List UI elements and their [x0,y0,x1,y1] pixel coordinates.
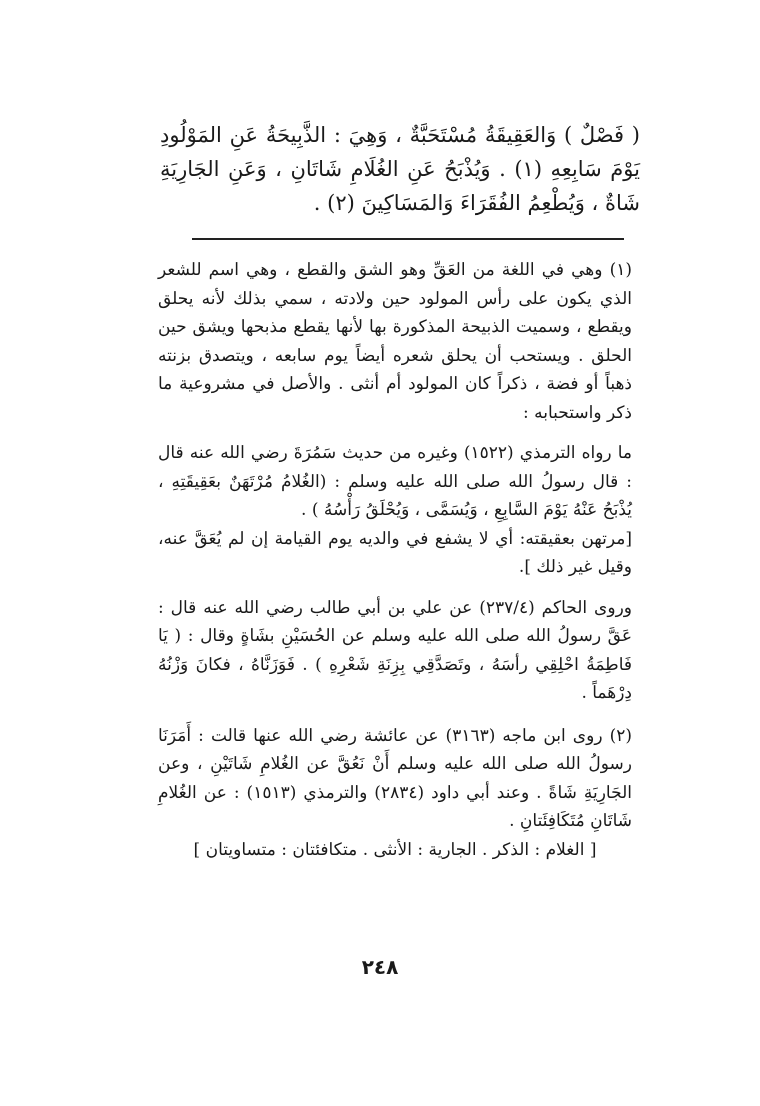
footnote-divider [192,238,624,240]
footnote-1-hadith-tirmidhi: ما رواه الترمذي (١٥٢٢) وغيره من حديث سَمُرَةَ رضي الله عنه قال : قال رسولُ الله صلى الله عليه وسلم : (الغُلامُ مُرْتَهَنٌ بعَقِيقَتِهِ ، يُذْبَحُ عَنْهُ يَوْمَ السَّابِعِ ، وَيُسَمَّى ، وَيُحْلَقُ رَأْسُهُ ) . [158,443,632,520]
footnote-1-gloss: [مرتهن بعقيقته: أي لا يشفع في والديه يوم القيامة إن لم يُعَقَّ عنه، وقيل غير ذلك ]. [158,528,632,577]
footnote-2-gloss: [ الغلام : الذكر . الجارية : الأنثى . متكافئتان : متساويتان ] [193,839,597,860]
main-text: ( فَصْلٌ ) وَالعَقِيقَةُ مُسْتَحَبَّةٌ ، وَهِيَ : الذَّبِيحَةُ عَنِ المَوْلُودِ يَوْمَ سَابِعِهِ (١) . وَيُذْبَحُ عَنِ الغُلَامِ شَاتَانِ ، وَعَنِ الجَارِيَةِ شَاةٌ ، وَيُطْعِمُ الفُقَرَاءَ وَالمَسَاكِينَ (٢) . [160,123,641,215]
footnote-1-hadith-hakim: وروى الحاكم (٢٣٧/٤) عن علي بن أبي طالب رضي الله عنه قال : عَقَّ رسولُ الله صلى الله عليه وسلم عن الحُسَيْنِ بشَاةٍ وقال : ( يَا فَاطِمَةُ احْلِقِي رأسَهُ ، وتَصَدَّقِي بِزِنَةِ شَعْرِهِ ) . فَوَزَنَّاهُ ، فكانَ وَزْنُهُ دِرْهَماً . [158,597,632,703]
footnote-2: (٢) روى ابن ماجه (٣١٦٣) عن عائشة رضي الله عنها قالت : أَمَرَنَا رسولُ الله صلى الله عليه وسلم أَنْ نَعُقَّ عن الغُلامِ شَاتَيْنِ ، وعن الجَارِيَةِ شَاةً . وعند أبي داود (٢٨٣٤) والترمذي (١٥١٣) : عن الغُلامِ شَاتَانِ مُتَكَافِئَتانِ . [158,725,632,831]
footnotes [158,256,632,864]
footnote-1: (١) وهي في اللغة من العَقِّ وهو الشق والقطع ، وهي اسم للشعر الذي يكون على رأس المولود حين ولادته ، سمي بذلك لأنه يحلق ويقطع ، وسميت الذبيحة المذكورة بها لأنها يقطع مذبحها ويشق حين الحلق . ويستحب أن يحلق شعره أيضاً يوم سابعه ، ويتصدق بزنته ذهباً أو فضة ، ذكراً كان المولود أم أنثى . والأصل في مشروعية ما ذكر واستحبابه : [158,260,632,423]
page-number: ٢٤٨ [361,955,399,979]
